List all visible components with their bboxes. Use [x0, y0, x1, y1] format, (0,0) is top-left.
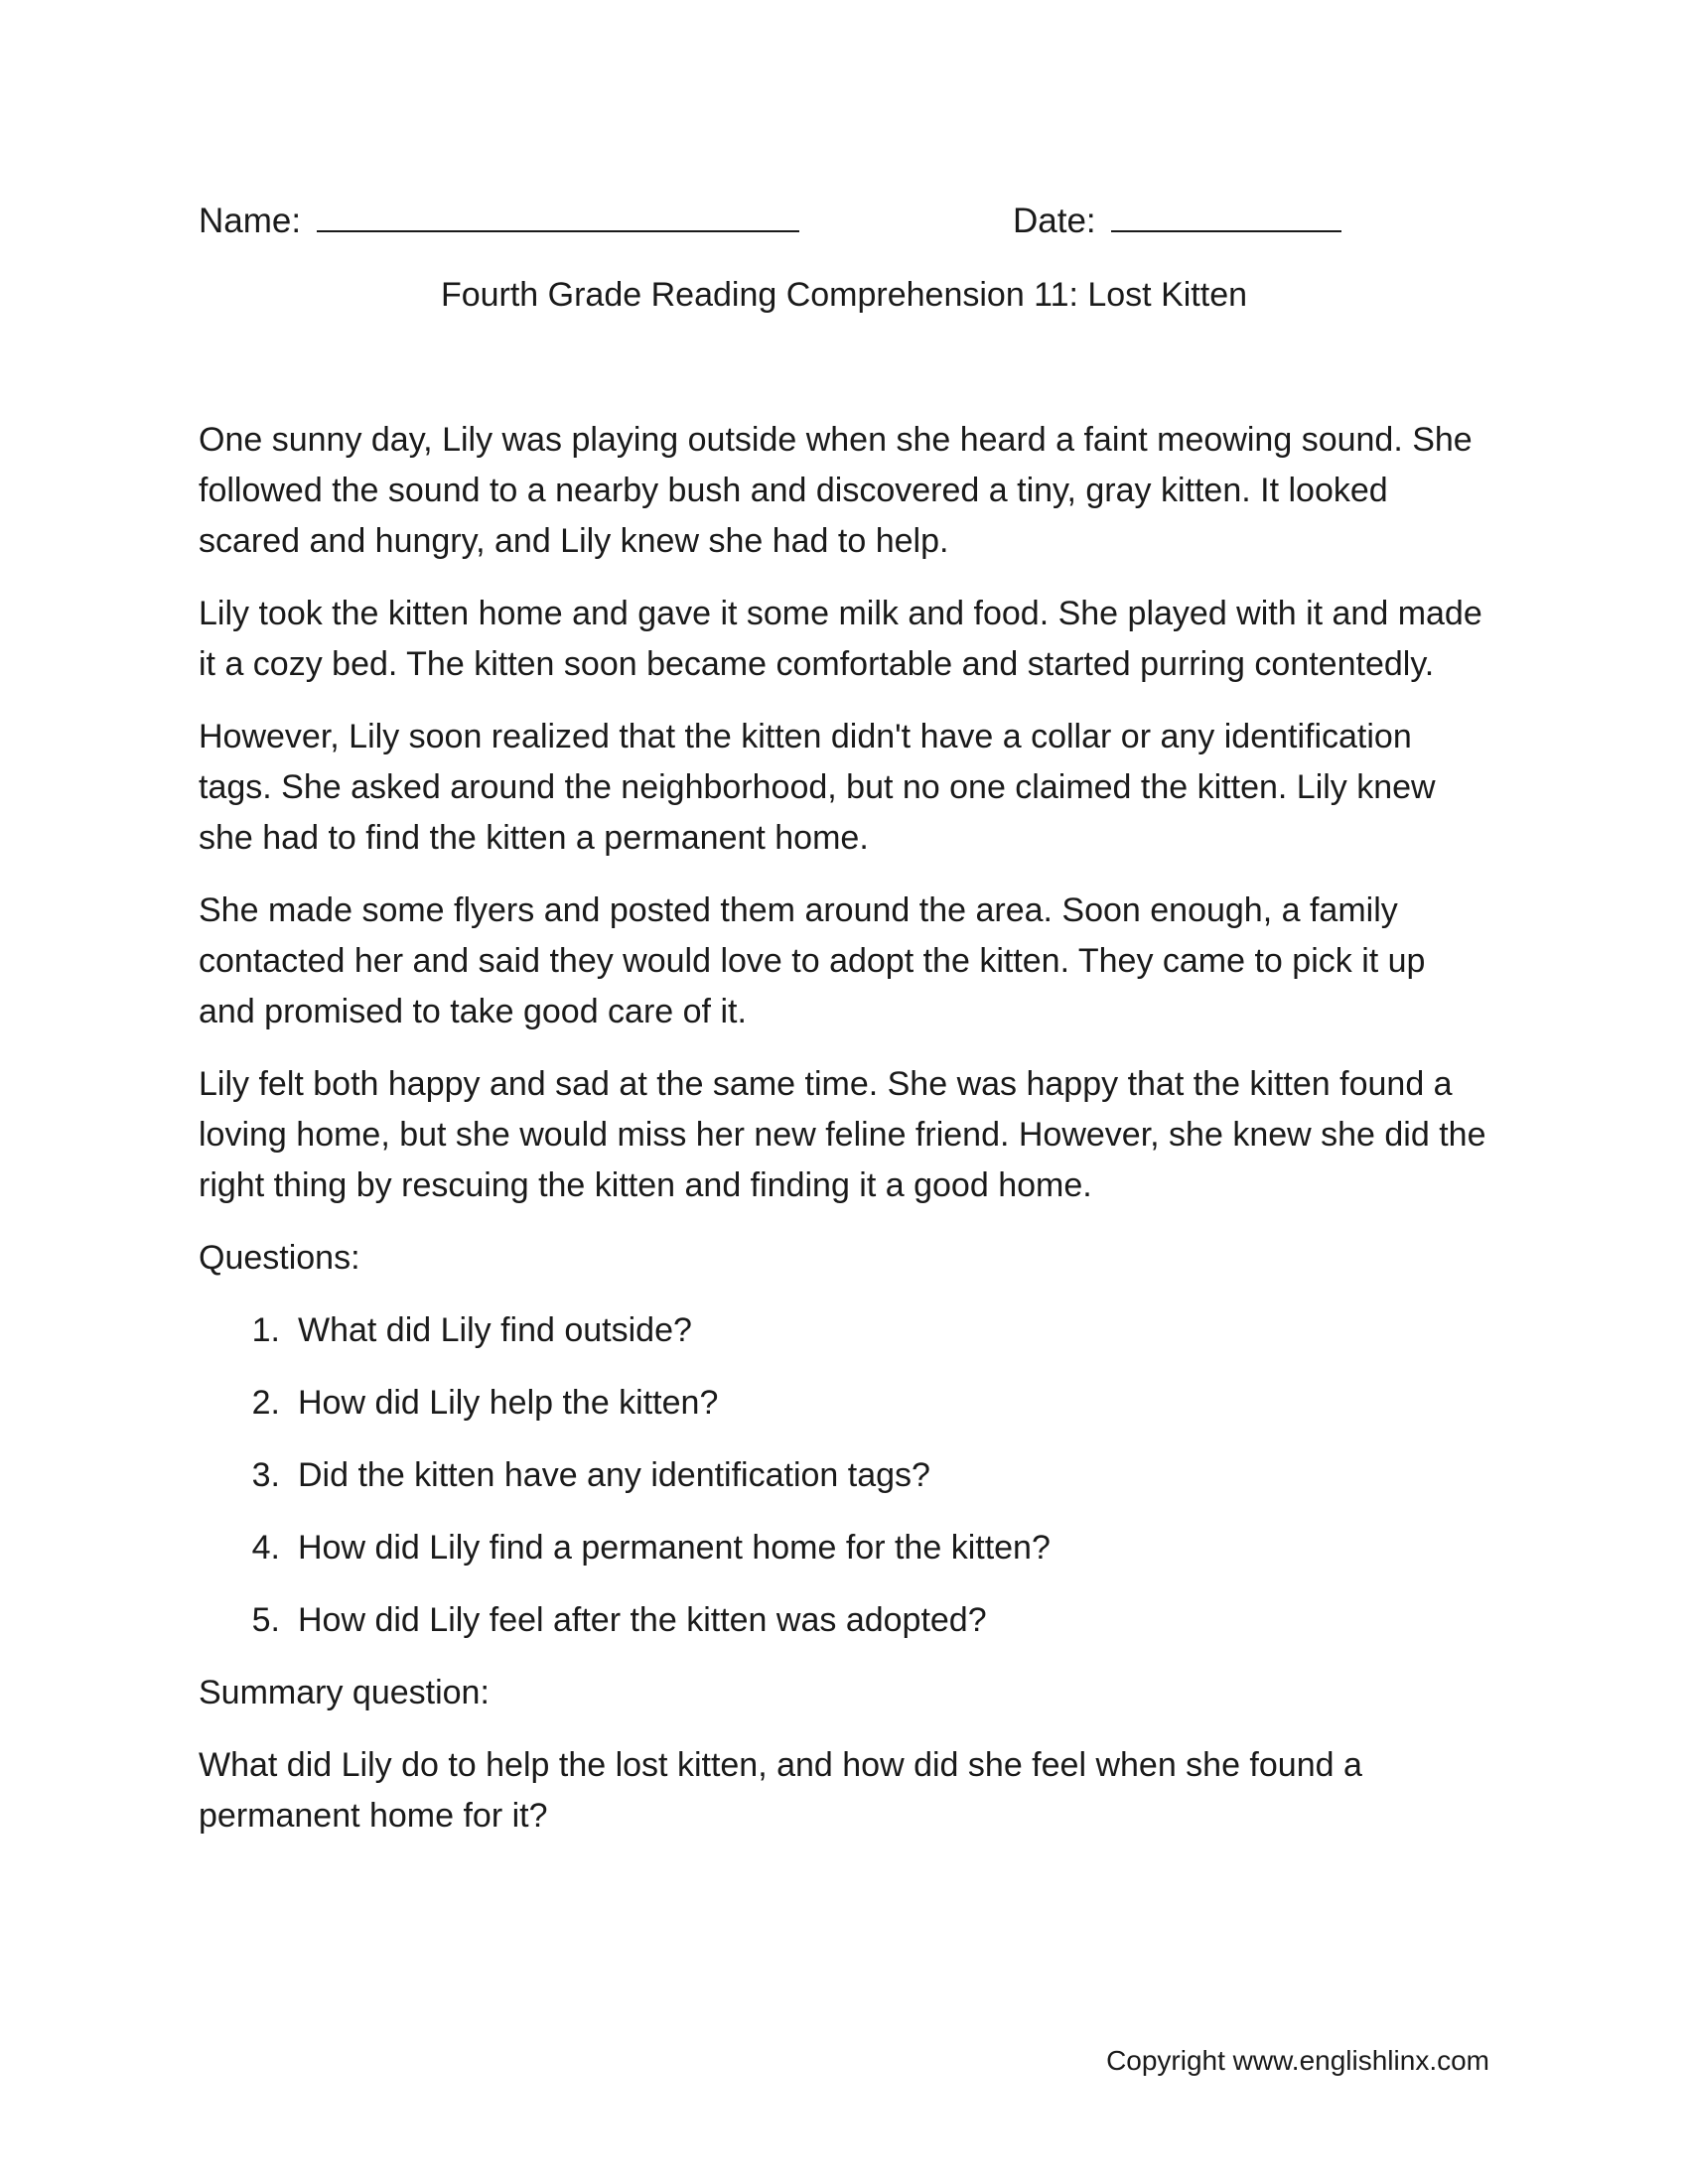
question-text: How did Lily feel after the kitten was adopted?	[298, 1601, 987, 1639]
question-text: How did Lily find a permanent home for the kitten?	[298, 1529, 1051, 1567]
question-number: 2.	[251, 1384, 280, 1422]
question-number: 5.	[251, 1601, 280, 1639]
copyright-footer: Copyright www.englishlinx.com	[1106, 2045, 1489, 2076]
questions-heading: Questions:	[199, 1239, 360, 1277]
question-item	[199, 1523, 1489, 1573]
name-blank-line[interactable]	[317, 197, 799, 232]
question-text: Did the kitten have any identification tags?	[298, 1456, 930, 1494]
story-paragraph-3: However, Lily soon realized that the kitten didn't have a collar or any identification tags. She asked around the neighborhood, but no one claimed the kitten. Lily knew she had to find the kitten a permanent home.	[199, 718, 1436, 857]
name-field	[199, 197, 799, 246]
worksheet-title: Fourth Grade Reading Comprehension 11: Lost Kitten	[440, 276, 1248, 314]
question-text: What did Lily find outside?	[298, 1311, 692, 1349]
question-number: 4.	[251, 1529, 280, 1567]
date-blank-line[interactable]	[1111, 197, 1341, 232]
summary-heading: Summary question:	[199, 1674, 490, 1711]
story-paragraph-4: She made some flyers and posted them around the area. Soon enough, a family contacted her and said they would love to adopt the kitten. They came to pick it up and promised to take good care of it.	[199, 891, 1426, 1030]
date-label: Date:	[1013, 202, 1096, 240]
question-item	[199, 1595, 1489, 1646]
question-text: How did Lily help the kitten?	[298, 1384, 719, 1422]
questions-list	[199, 1305, 1489, 1646]
question-item	[199, 1450, 1489, 1501]
summary-question: What did Lily do to help the lost kitten, and how did she feel when she found a permanent home for it?	[199, 1746, 1362, 1835]
question-item	[199, 1305, 1489, 1356]
date-field	[1013, 197, 1341, 246]
question-number: 1.	[251, 1311, 280, 1349]
question-number: 3.	[251, 1456, 280, 1494]
question-item	[199, 1378, 1489, 1429]
story-paragraph-1: One sunny day, Lily was playing outside when she heard a faint meowing sound. She followed the sound to a nearby bush and discovered a tiny, gray kitten. It looked scared and hungry, and Lily knew she had to help.	[199, 421, 1473, 560]
story-paragraph-2: Lily took the kitten home and gave it some milk and food. She played with it and made it a cozy bed. The kitten soon became comfortable and started purring contentedly.	[199, 595, 1482, 683]
story-paragraph-5: Lily felt both happy and sad at the same time. She was happy that the kitten found a loving home, but she would miss her new feline friend. However, she knew she did the right thing by rescuing the kitten and finding it a good home.	[199, 1065, 1486, 1204]
name-label: Name:	[199, 202, 302, 240]
worksheet-content	[199, 415, 1489, 1863]
